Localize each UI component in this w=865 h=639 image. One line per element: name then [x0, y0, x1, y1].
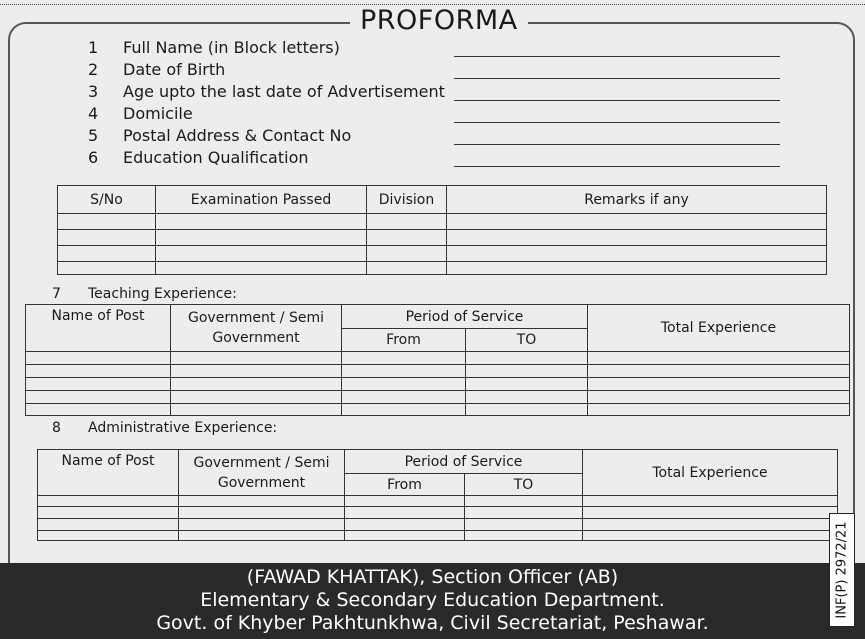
table-cell[interactable] [58, 230, 156, 246]
footer-officer-line: (FAWAD KHATTAK), Section Officer (AB) [246, 566, 619, 588]
field-label: Date of Birth [123, 60, 226, 79]
education-table [57, 185, 827, 275]
field-label: Domicile [123, 104, 193, 123]
col-header-total: Total Experience [588, 305, 850, 352]
table-cell[interactable] [171, 352, 342, 365]
table-cell[interactable] [342, 391, 466, 404]
table-row [58, 246, 827, 262]
table-cell[interactable] [26, 378, 171, 391]
table-cell[interactable] [38, 507, 179, 519]
inf-reference-stamp [829, 513, 855, 627]
col-header-sno: S/No [58, 186, 156, 214]
field-number: 4 [88, 104, 99, 123]
table-row [38, 531, 838, 541]
table-cell[interactable] [345, 519, 465, 531]
table-cell[interactable] [156, 214, 367, 230]
table-row [58, 262, 827, 275]
table-cell[interactable] [588, 365, 850, 378]
table-row [58, 214, 827, 230]
table-header-row [26, 305, 850, 329]
table-cell[interactable] [583, 507, 838, 519]
table-cell[interactable] [38, 531, 179, 541]
administrative-experience-table [37, 449, 838, 541]
footer-department-line: Elementary & Secondary Education Department. [200, 589, 665, 611]
table-cell[interactable] [466, 378, 588, 391]
col-header-period: Period of Service [342, 305, 588, 329]
table-cell[interactable] [179, 496, 345, 507]
table-cell[interactable] [583, 531, 838, 541]
col-header-from: From [345, 474, 465, 496]
table-cell[interactable] [171, 365, 342, 378]
col-header-total: Total Experience [583, 450, 838, 496]
table-cell[interactable] [26, 352, 171, 365]
col-header-exam: Examination Passed [156, 186, 367, 214]
footer-address-line: Govt. of Khyber Pakhtunkhwa, Civil Secretariat, Peshawar. [156, 612, 709, 634]
table-cell[interactable] [466, 365, 588, 378]
table-cell[interactable] [156, 230, 367, 246]
table-cell[interactable] [345, 496, 465, 507]
table-cell[interactable] [465, 531, 583, 541]
table-cell[interactable] [345, 507, 465, 519]
proforma-title: PROFORMA [350, 5, 528, 36]
table-cell[interactable] [367, 214, 447, 230]
field-label: Postal Address & Contact No [123, 126, 352, 145]
table-cell[interactable] [466, 391, 588, 404]
table-cell[interactable] [171, 404, 342, 416]
table-row [26, 378, 850, 391]
address-input-line[interactable] [454, 144, 780, 145]
col-header-division: Division [367, 186, 447, 214]
table-cell[interactable] [342, 352, 466, 365]
section-title: Teaching Experience: [88, 286, 237, 302]
education-input-line[interactable] [454, 166, 780, 167]
table-cell[interactable] [447, 262, 827, 275]
col-header-to: TO [465, 474, 583, 496]
stamp-text: INF(P) 2972/21 [834, 521, 850, 619]
table-cell[interactable] [466, 404, 588, 416]
table-cell[interactable] [367, 262, 447, 275]
table-cell[interactable] [179, 531, 345, 541]
table-row [26, 404, 850, 416]
table-row [38, 507, 838, 519]
table-cell[interactable] [171, 391, 342, 404]
age-input-line[interactable] [454, 100, 780, 101]
field-label: Age upto the last date of Advertisement [123, 82, 445, 101]
table-header-row [58, 186, 827, 214]
full-name-input-line[interactable] [454, 56, 780, 57]
table-cell[interactable] [583, 496, 838, 507]
table-cell[interactable] [583, 519, 838, 531]
table-row [26, 365, 850, 378]
table-cell[interactable] [26, 404, 171, 416]
field-number: 1 [88, 38, 99, 57]
teaching-section-heading [52, 286, 237, 302]
table-cell[interactable] [58, 246, 156, 262]
table-row [58, 230, 827, 246]
administrative-section-heading [52, 420, 277, 436]
table-cell[interactable] [38, 519, 179, 531]
table-cell[interactable] [367, 246, 447, 262]
table-cell[interactable] [345, 531, 465, 541]
field-number: 2 [88, 60, 99, 79]
col-header-post: Name of Post [26, 305, 171, 352]
domicile-input-line[interactable] [454, 122, 780, 123]
dob-input-line[interactable] [454, 78, 780, 79]
table-cell[interactable] [179, 519, 345, 531]
field-label: Education Qualification [123, 148, 309, 167]
field-number: 3 [88, 82, 99, 101]
teaching-experience-table [25, 304, 850, 416]
field-number: 6 [88, 148, 99, 167]
table-row [38, 496, 838, 507]
table-cell[interactable] [26, 391, 171, 404]
col-header-to: TO [466, 329, 588, 352]
table-cell[interactable] [342, 365, 466, 378]
table-cell[interactable] [447, 230, 827, 246]
table-cell[interactable] [342, 404, 466, 416]
table-cell[interactable] [179, 507, 345, 519]
table-row [38, 519, 838, 531]
section-number: 7 [52, 286, 61, 302]
table-cell[interactable] [588, 391, 850, 404]
table-header-row [38, 450, 838, 474]
section-title: Administrative Experience: [88, 420, 278, 436]
table-row [26, 391, 850, 404]
table-row [26, 352, 850, 365]
table-cell[interactable] [588, 404, 850, 416]
table-cell[interactable] [465, 507, 583, 519]
table-cell[interactable] [156, 262, 367, 275]
table-cell[interactable] [171, 378, 342, 391]
table-cell[interactable] [447, 214, 827, 230]
table-cell[interactable] [156, 246, 367, 262]
col-header-period: Period of Service [345, 450, 583, 474]
col-header-post: Name of Post [38, 450, 179, 496]
table-cell[interactable] [58, 262, 156, 275]
col-header-from: From [342, 329, 466, 352]
field-label: Full Name (in Block letters) [123, 38, 340, 57]
table-cell[interactable] [588, 352, 850, 365]
section-number: 8 [52, 420, 61, 436]
col-header-remarks: Remarks if any [447, 186, 827, 214]
table-cell[interactable] [466, 352, 588, 365]
table-cell[interactable] [588, 378, 850, 391]
col-header-government: Government / Semi Government [179, 450, 345, 496]
table-cell[interactable] [38, 496, 179, 507]
table-cell[interactable] [465, 496, 583, 507]
table-cell[interactable] [26, 365, 171, 378]
col-header-government: Government / Semi Government [171, 305, 342, 352]
table-cell[interactable] [342, 378, 466, 391]
field-number: 5 [88, 126, 99, 145]
table-cell[interactable] [367, 230, 447, 246]
signature-footer [0, 563, 865, 639]
table-cell[interactable] [447, 246, 827, 262]
table-cell[interactable] [58, 214, 156, 230]
table-cell[interactable] [465, 519, 583, 531]
